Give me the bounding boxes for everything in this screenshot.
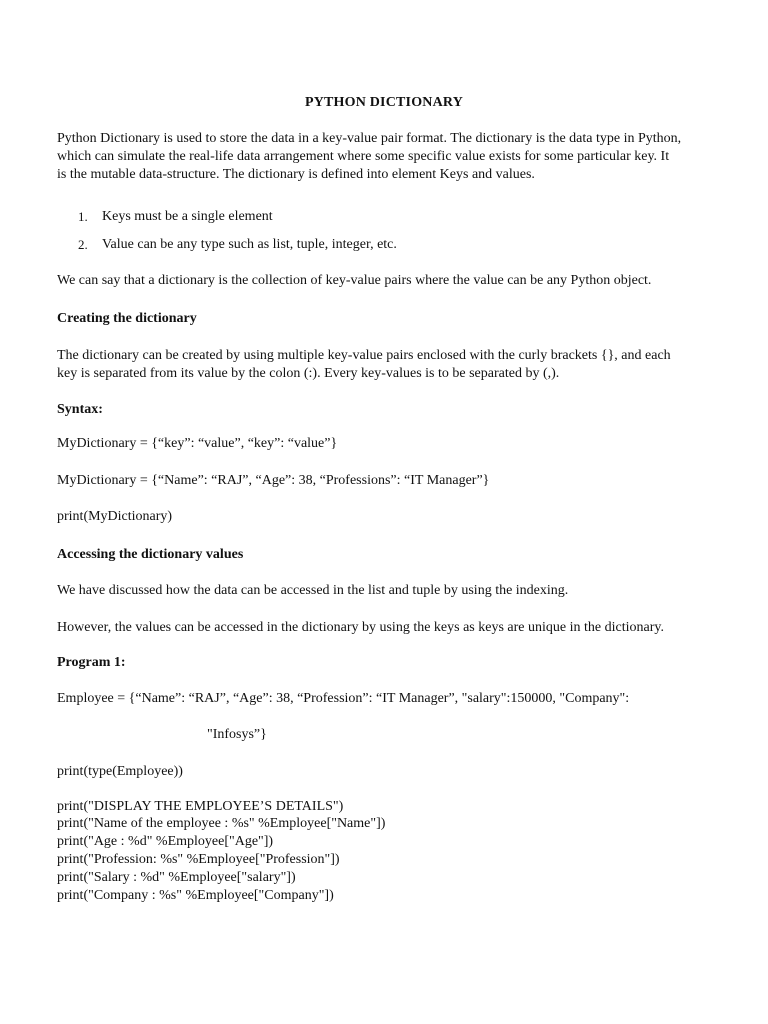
intro-line-2: which can simulate the real-life data arrangement where some specific value exists for some particular key. It [57, 149, 670, 164]
code-line-1: print("DISPLAY THE EMPLOYEE’S DETAILS") [57, 799, 344, 814]
list-number-1: 1. [78, 209, 88, 224]
creating-heading: Creating the dictionary [57, 311, 197, 326]
code-line-2: print("Name of the employee : %s" %Employee["Name"]) [57, 816, 386, 831]
code-line-5: print("Salary : %d" %Employee["salary"]) [57, 870, 296, 885]
creating-line-2: key is separated from its value by the colon (:). Every key-values is to be separated by (,). [57, 366, 560, 381]
summary-paragraph: We can say that a dictionary is the collection of key-value pairs where the value can be any Python object. [57, 273, 652, 288]
program-line-1-continuation: "Infosys”} [207, 727, 267, 742]
list-item-1: Keys must be a single element [102, 209, 273, 224]
creating-line-1: The dictionary can be created by using multiple key-value pairs enclosed with the curly brackets {}, and each [57, 348, 671, 363]
syntax-line-2: MyDictionary = {“Name”: “RAJ”, “Age”: 38, “Professions”: “IT Manager”} [57, 473, 490, 488]
accessing-paragraph-2: However, the values can be accessed in the dictionary by using the keys as keys are unique in the dictionary. [57, 620, 664, 635]
syntax-heading: Syntax: [57, 402, 103, 417]
code-line-6: print("Company : %s" %Employee["Company"]) [57, 888, 334, 903]
program-type-line: print(type(Employee)) [57, 764, 183, 779]
intro-line-1: Python Dictionary is used to store the data in a key-value pair format. The dictionary is the data type in Python, [57, 131, 682, 146]
accessing-heading: Accessing the dictionary values [57, 547, 244, 562]
program-heading: Program 1: [57, 655, 126, 670]
intro-line-3: is the mutable data-structure. The dictionary is defined into element Keys and values. [57, 167, 535, 182]
code-line-3: print("Age : %d" %Employee["Age"]) [57, 834, 274, 849]
list-item-2: Value can be any type such as list, tuple, integer, etc. [102, 237, 397, 252]
list-number-2: 2. [78, 237, 88, 252]
syntax-line-3: print(MyDictionary) [57, 509, 173, 524]
program-line-1: Employee = {“Name”: “RAJ”, “Age”: 38, “Profession”: “IT Manager”, "salary":150000, "Company": [57, 691, 630, 706]
syntax-line-1: MyDictionary = {“key”: “value”, “key”: “value”} [57, 436, 338, 451]
document-title: PYTHON DICTIONARY [304, 95, 464, 110]
code-line-4: print("Profession: %s" %Employee["Profession"]) [57, 852, 340, 867]
accessing-paragraph-1: We have discussed how the data can be accessed in the list and tuple by using the indexing. [57, 583, 569, 598]
